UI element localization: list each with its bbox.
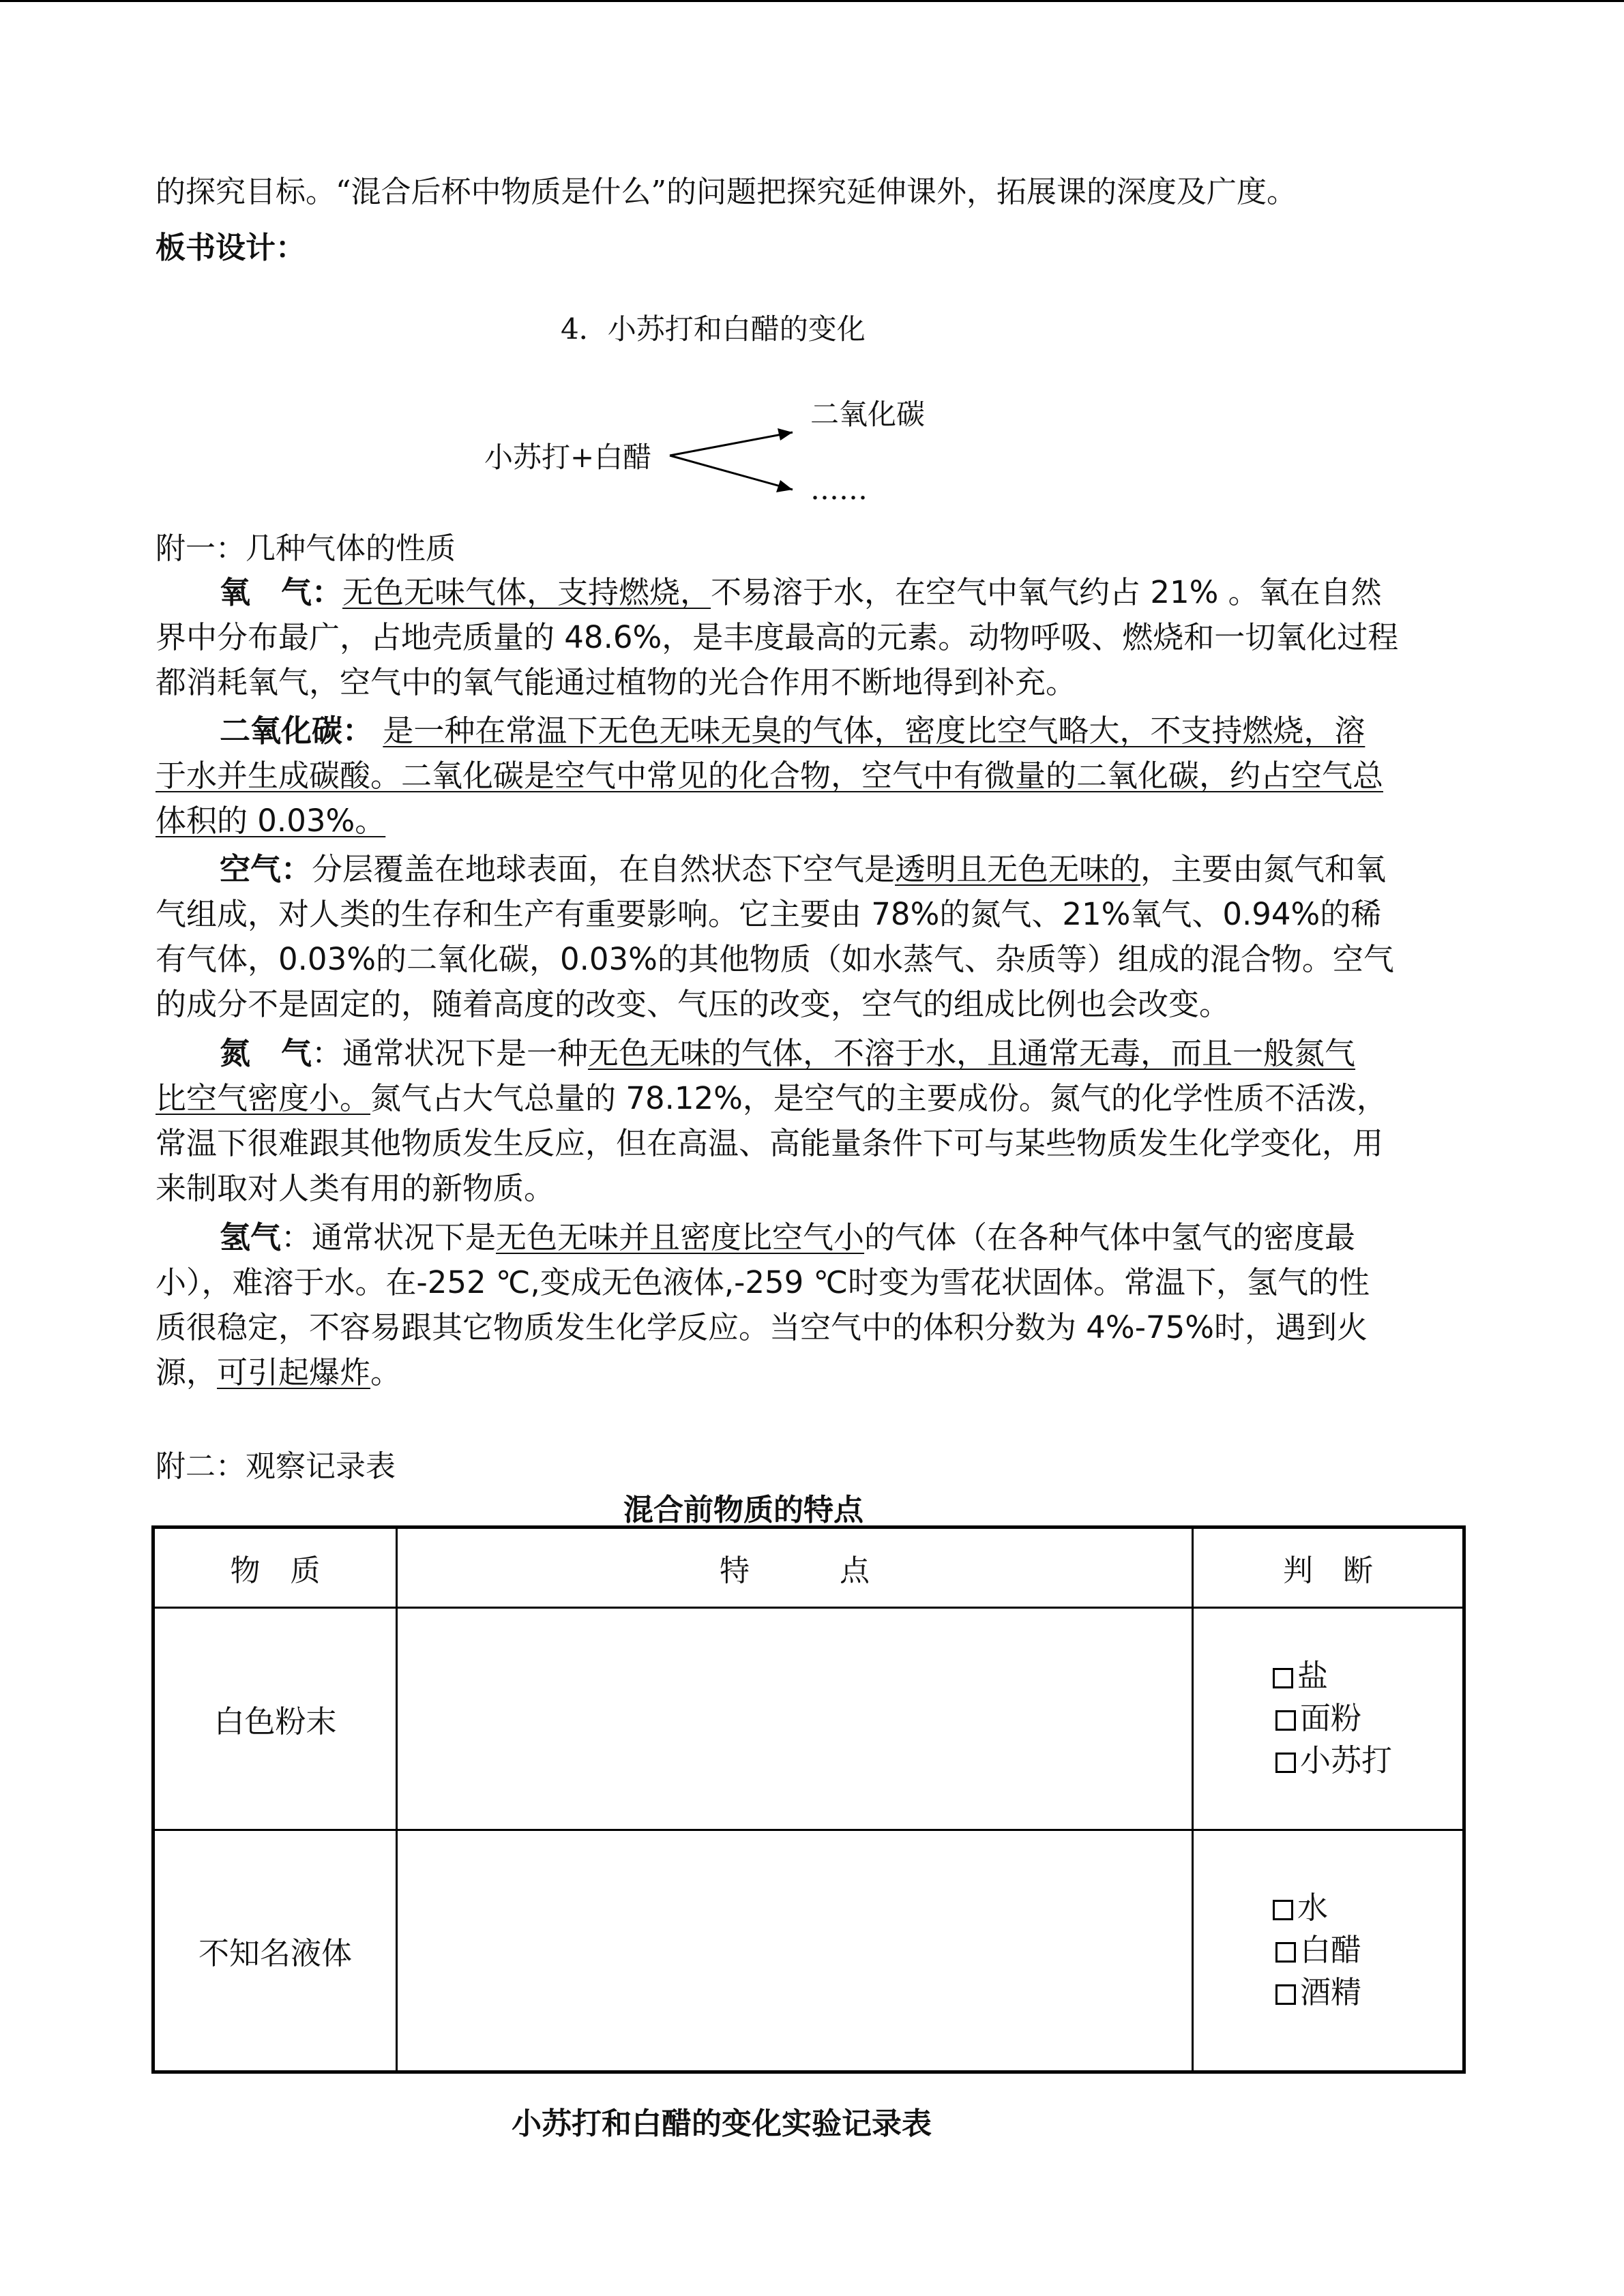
option-baking-soda[interactable]: [1275, 1740, 1462, 1782]
hydrogen-l1-a: ：通常状况下是: [281, 1219, 497, 1255]
hydrogen-l1-b: 的气体（在各种气体中氢气的密度最: [864, 1219, 1356, 1255]
option-water[interactable]: [1273, 1887, 1462, 1929]
features-input-cell[interactable]: [397, 1830, 1193, 2072]
hydrogen-label: 氢气: [220, 1219, 282, 1255]
air-label: 空气：: [220, 851, 312, 887]
option-label: 面粉: [1300, 1700, 1362, 1737]
observation-table: [151, 1525, 1466, 2074]
header-features: 特 点: [397, 1527, 1193, 1608]
nitrogen-l1-a: ：通常状况下是一种: [312, 1035, 589, 1071]
arrow-upper-line: [670, 432, 793, 456]
checkbox-icon[interactable]: [1275, 1984, 1296, 2005]
table-header-row: [153, 1527, 1464, 1608]
option-label: 小苏打: [1300, 1742, 1393, 1779]
board-product-more: ……: [810, 473, 868, 506]
hydrogen-line-3: 质很稳定，不容易跟其它物质发生化学反应。当空气中的体积分数为 4%-75%时，遇到火: [156, 1309, 1368, 1345]
board-reactants: 小苏打+白醋: [484, 441, 652, 474]
options-cell: [1193, 1830, 1464, 2072]
table-title: 混合前物质的特点: [623, 1493, 863, 1527]
checkbox-icon[interactable]: [1273, 1900, 1293, 1920]
co2-line-3: 体积的 0.03%。: [156, 803, 386, 839]
nitrogen-underlined-1: 无色无味的气体，不溶于水，且通常无毒，而且一般氮气: [588, 1035, 1356, 1071]
reaction-arrows: [655, 402, 805, 511]
arrow-upper-head: [778, 428, 793, 441]
co2-line-2: 于水并生成碳酸。二氧化碳是空气中常见的化合物，空气中有微量的二氧化碳，约占空气总: [156, 758, 1384, 794]
hydrogen-line-4: [156, 1347, 401, 1392]
appendix2-heading: 附二：观察记录表: [156, 1449, 396, 1484]
hydrogen-line-2: 小），难溶于水。在-252 ℃,变成无色液体,-259 ℃时变为雪花状固体。常温下，氢气的性: [156, 1264, 1370, 1300]
page-top-border: [0, 0, 1624, 2]
option-flour[interactable]: [1275, 1697, 1462, 1740]
header-material: 物 质: [153, 1527, 397, 1608]
option-vinegar[interactable]: [1275, 1929, 1462, 1971]
experiment-table-caption: 小苏打和白醋的变化实验记录表: [512, 2106, 932, 2141]
checkbox-icon[interactable]: [1275, 1753, 1296, 1773]
intro-line: 的探究目标。“混合后杯中物质是什么”的问题把探究延伸课外，拓展课的深度及广度。: [156, 175, 1297, 209]
oxygen-l1-rest: 不易溶于水，在空气中氧气约占 21% 。氧在自然: [711, 574, 1382, 610]
hydrogen-l4-b: 。: [370, 1354, 402, 1390]
option-label: 白醋: [1300, 1932, 1362, 1969]
table-row: [153, 1608, 1464, 1830]
table-row: [153, 1830, 1464, 2072]
oxygen-line-2: 界中分布最广，占地壳质量的 48.6%，是丰度最高的元素。动物呼吸、燃烧和一切氧化过程: [156, 619, 1399, 655]
appendix1-heading: 附一：几种气体的性质: [156, 531, 456, 566]
nitrogen-line-3: 常温下很难跟其他物质发生反应，但在高温、高能量条件下可与某些物质发生化学变化，用: [156, 1125, 1384, 1161]
hydrogen-l4-a: 源，: [156, 1354, 218, 1390]
hydrogen-line-1: [220, 1212, 1355, 1257]
air-l1-b: ，主要由氮气和氧: [1140, 851, 1387, 887]
option-label: 盐: [1297, 1658, 1329, 1695]
air-underlined: 透明且无色无味的: [895, 851, 1141, 887]
option-label: 水: [1297, 1890, 1329, 1926]
oxygen-line-1: [220, 567, 1382, 612]
header-judgement: 判 断: [1193, 1527, 1464, 1608]
co2-underlined-1: 是一种在常温下无色无味无臭的气体，密度比空气略大，不支持燃烧，溶: [383, 713, 1365, 749]
board-design-label: 板书设计：: [156, 230, 306, 265]
air-line-2: 气组成，对人类的生存和生产有重要影响。它主要由 78%的氮气、21%氧气、0.94%的稀: [156, 896, 1382, 932]
material-cell: 白色粉末: [153, 1608, 397, 1830]
checkbox-icon[interactable]: [1275, 1710, 1296, 1731]
air-line-1: [220, 844, 1386, 889]
air-l1-a: 分层覆盖在地球表面，在自然状态下空气是: [312, 851, 896, 887]
board-title: 4．小苏打和白醋的变化: [561, 312, 866, 346]
co2-line-1: [220, 706, 1365, 750]
hydrogen-underlined-2: 可引起爆炸: [217, 1354, 371, 1390]
nitrogen-label: 氮 气: [220, 1035, 312, 1071]
hydrogen-underlined: 无色无味并且密度比空气小: [496, 1219, 865, 1255]
air-line-4: 的成分不是固定的，随着高度的改变、气压的改变，空气的组成比例也会改变。: [156, 986, 1230, 1022]
option-salt[interactable]: [1273, 1655, 1462, 1697]
nitrogen-line-1: [220, 1028, 1355, 1073]
option-label: 酒精: [1300, 1974, 1362, 2011]
nitrogen-underlined-2: 比空气密度小。: [156, 1080, 371, 1116]
material-cell: 不知名液体: [153, 1830, 397, 2072]
options-cell: [1193, 1608, 1464, 1830]
oxygen-label: 氧 气：: [220, 574, 343, 610]
checkbox-icon[interactable]: [1275, 1942, 1296, 1963]
features-input-cell[interactable]: [397, 1608, 1193, 1830]
option-alcohol[interactable]: [1275, 1971, 1462, 2014]
arrow-lower-head: [776, 480, 793, 492]
arrow-lower-line: [670, 456, 793, 490]
air-line-3: 有气体，0.03%的二氧化碳，0.03%的其他物质（如水蒸气、杂质等）组成的混合物。空气: [156, 941, 1394, 977]
co2-label: 二氧化碳：: [220, 713, 374, 749]
nitrogen-line-2: [156, 1073, 1387, 1118]
nitrogen-line-4: 来制取对人类有用的新物质。: [156, 1170, 555, 1206]
oxygen-underlined: 无色无味气体，支持燃烧，: [342, 574, 711, 610]
checkbox-icon[interactable]: [1273, 1668, 1293, 1688]
oxygen-line-3: 都消耗氧气，空气中的氧气能通过植物的光合作用不断地得到补充。: [156, 664, 1077, 700]
board-product-co2: 二氧化碳: [810, 398, 926, 431]
nitrogen-l2-b: 氮气占大气总量的 78.12%，是空气的主要成份。氮气的化学性质不活泼，: [370, 1080, 1387, 1116]
